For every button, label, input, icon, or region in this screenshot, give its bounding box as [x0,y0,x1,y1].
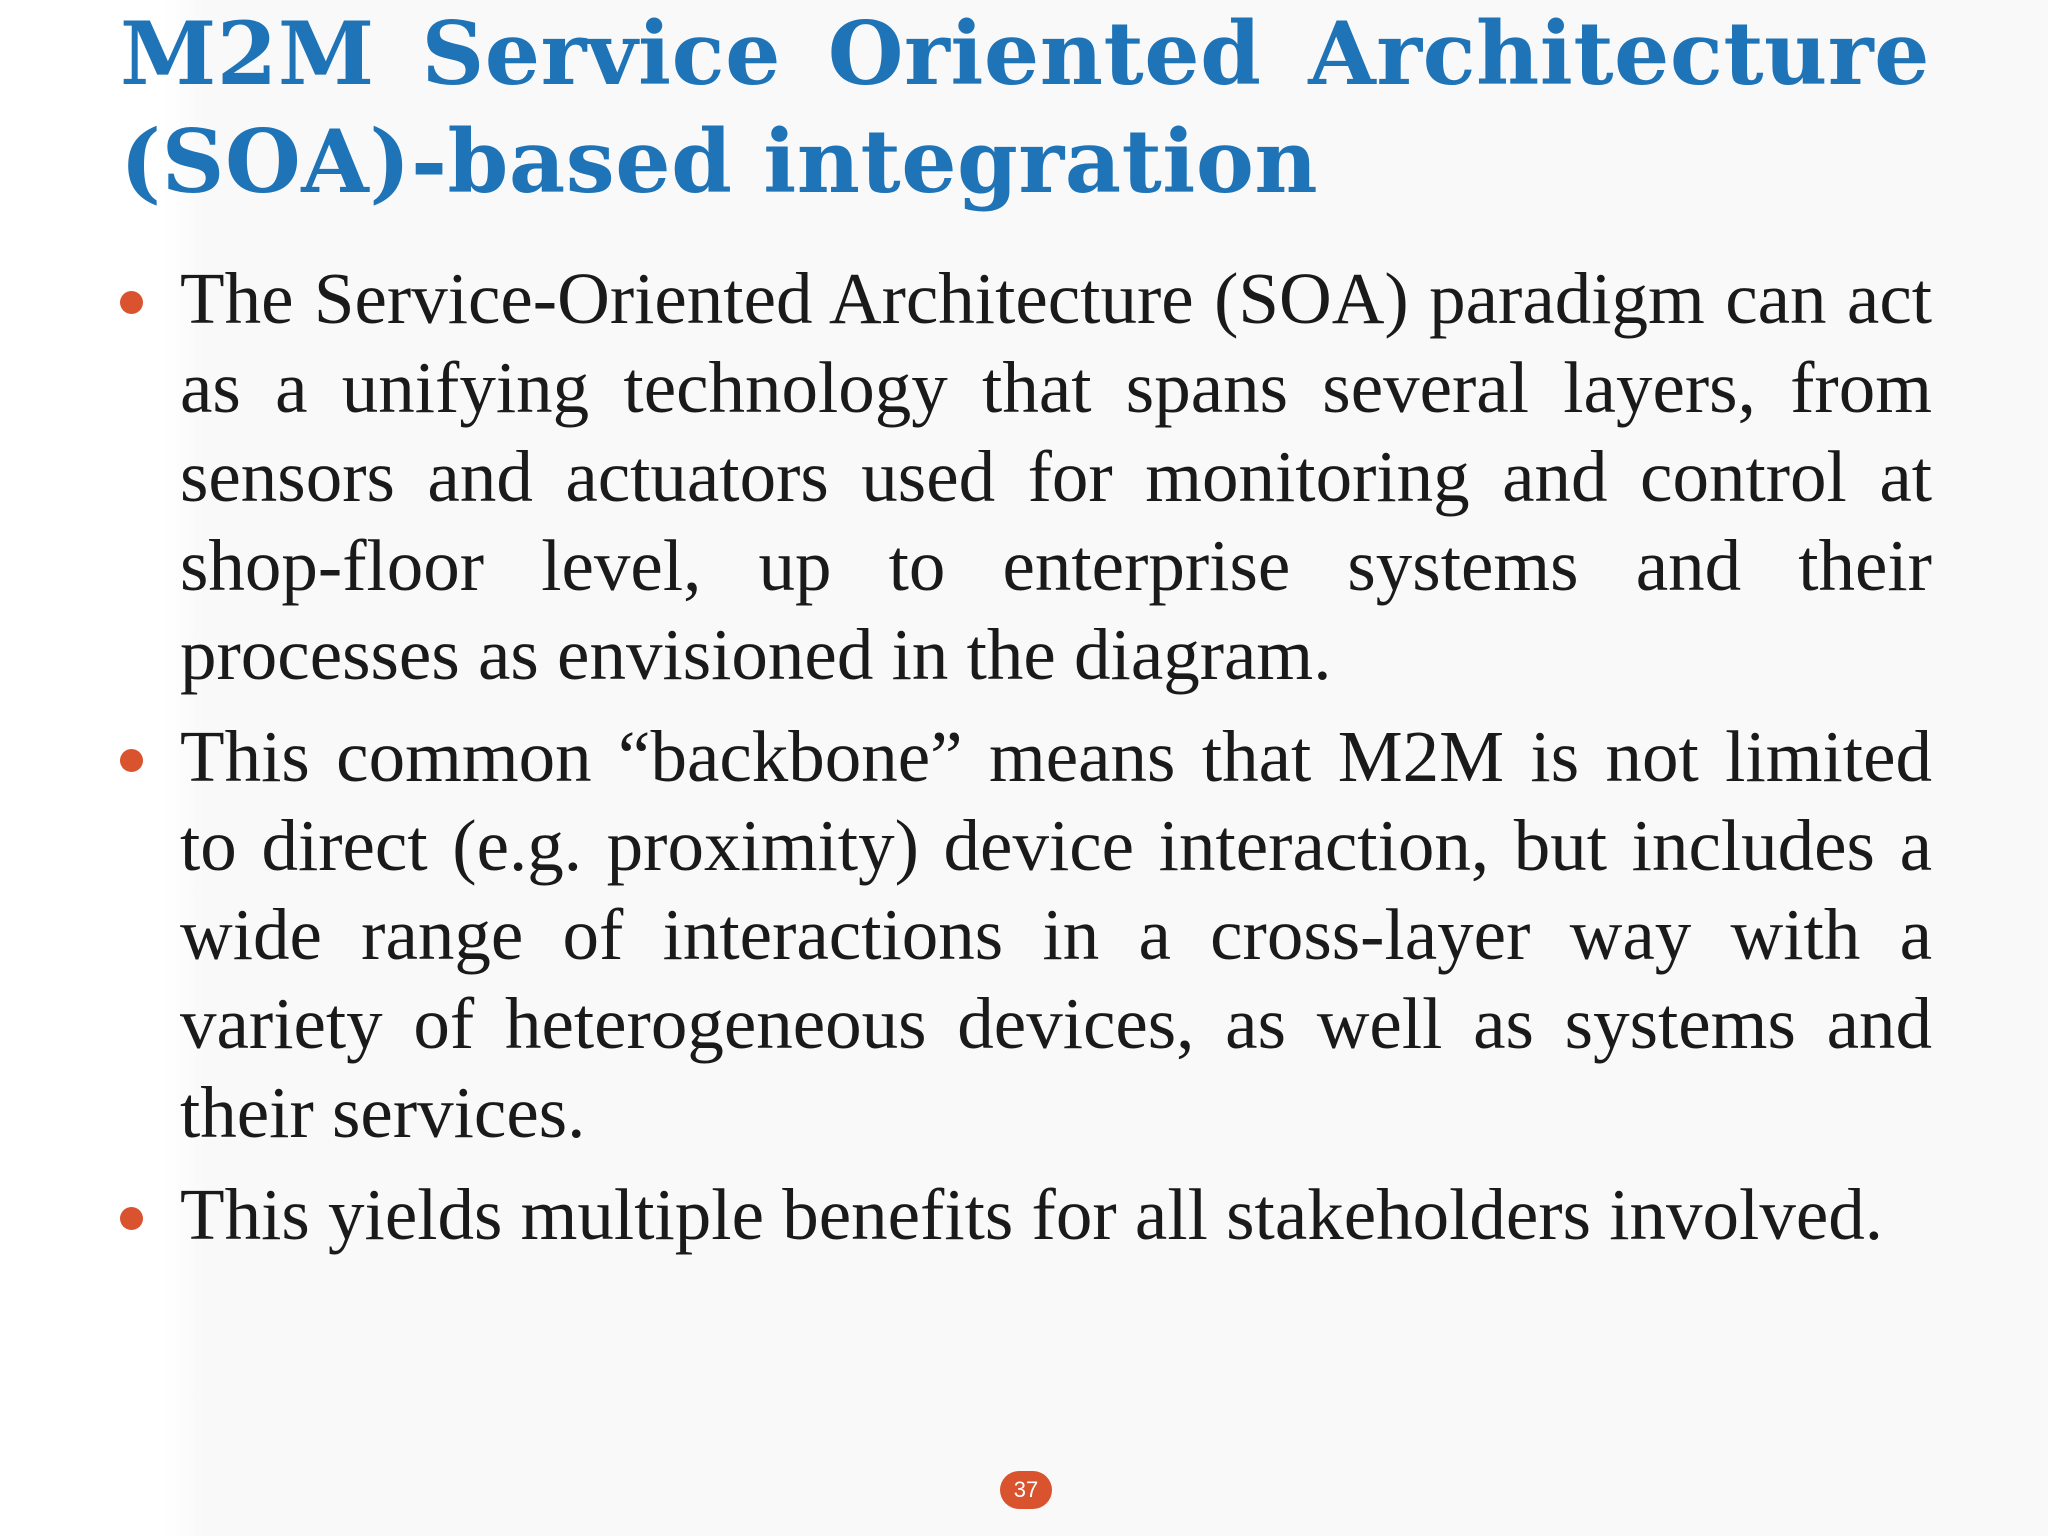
slide-title: M2M Service Oriented Architecture (SOA)-based integration [120,2,1930,213]
page-number-badge: 37 [1000,1471,1052,1509]
bullet-text: The Service-Oriented Architecture (SOA) paradigm can act as a unifying technology that spans several layers, from sensors and actuators used for monitoring and control at shop-floor level, up to enterprise systems and their processes as envisioned in the diagram. [180,258,1932,695]
bullet-dot-icon [120,1207,143,1230]
bullet-list [120,254,1932,1272]
bullet-item [120,254,1932,699]
bullet-dot-icon [120,291,143,314]
bullet-item [120,1170,1932,1259]
bullet-item [120,712,1932,1157]
bullet-dot-icon [120,749,143,772]
bullet-text: This yields multiple benefits for all stakeholders involved. [180,1174,1883,1255]
bullet-text: This common “backbone” means that M2M is not limited to direct (e.g. proximity) device interaction, but includes a wide range of interactions in a cross-layer way with a variety of heterogeneous devices, as well as systems and their services. [180,716,1932,1153]
